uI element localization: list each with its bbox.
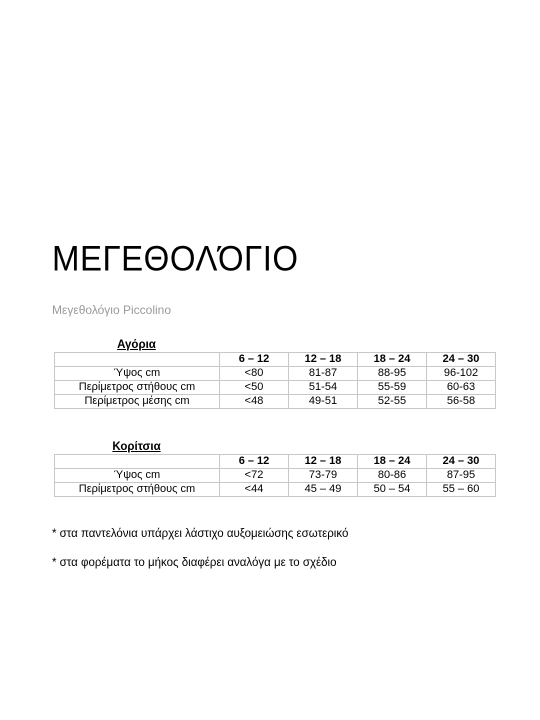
- table-cell: 51-54: [289, 381, 358, 395]
- boys-size-table: [54, 352, 496, 409]
- column-header: 24 – 30: [427, 353, 496, 367]
- table-cell: <72: [220, 469, 289, 483]
- note-dress-length: * στα φορέματα το μήκος διαφέρει αναλόγα με το σχέδιο: [52, 557, 337, 569]
- row-label: Ύψος cm: [55, 367, 220, 381]
- page-subtitle: Μεγεθολόγιο Piccolino: [52, 303, 172, 317]
- table-cell: 56-58: [427, 395, 496, 409]
- column-header: 18 – 24: [358, 455, 427, 469]
- column-header: 12 – 18: [289, 353, 358, 367]
- table-cell: 55 – 60: [427, 483, 496, 497]
- table-cell: 87-95: [427, 469, 496, 483]
- table-row: [55, 469, 496, 483]
- table-cell: 88-95: [358, 367, 427, 381]
- table-header-row: [55, 455, 496, 469]
- header-empty-cell: [55, 353, 220, 367]
- table-cell: 45 – 49: [289, 483, 358, 497]
- table-cell: 50 – 54: [358, 483, 427, 497]
- row-label: Ύψος cm: [55, 469, 220, 483]
- table-cell: <80: [220, 367, 289, 381]
- header-empty-cell: [55, 455, 220, 469]
- table-header-row: [55, 353, 496, 367]
- table-cell: 49-51: [289, 395, 358, 409]
- girls-heading: Κορίτσια: [112, 441, 161, 453]
- row-label: Περίμετρος στήθους cm: [55, 483, 220, 497]
- column-header: 12 – 18: [289, 455, 358, 469]
- table-row: [55, 395, 496, 409]
- column-header: 24 – 30: [427, 455, 496, 469]
- table-cell: <44: [220, 483, 289, 497]
- table-cell: 52-55: [358, 395, 427, 409]
- row-label: Περίμετρος στήθους cm: [55, 381, 220, 395]
- table-cell: 55-59: [358, 381, 427, 395]
- column-header: 18 – 24: [358, 353, 427, 367]
- girls-size-table: [54, 454, 496, 497]
- column-header: 6 – 12: [220, 455, 289, 469]
- note-elastic: * στα παντελόνια υπάρχει λάστιχο αυξομειώσης εσωτερικό: [52, 528, 349, 540]
- table-cell: <48: [220, 395, 289, 409]
- table-cell: 81-87: [289, 367, 358, 381]
- table-row: [55, 483, 496, 497]
- column-header: 6 – 12: [220, 353, 289, 367]
- table-row: [55, 367, 496, 381]
- boys-size-section: [54, 339, 496, 409]
- girls-size-section: [54, 441, 496, 497]
- table-cell: <50: [220, 381, 289, 395]
- table-cell: 60-63: [427, 381, 496, 395]
- boys-heading: Αγόρια: [117, 339, 156, 351]
- table-cell: 80-86: [358, 469, 427, 483]
- row-label: Περίμετρος μέσης cm: [55, 395, 220, 409]
- table-cell: 96-102: [427, 367, 496, 381]
- table-cell: 73-79: [289, 469, 358, 483]
- page-title: ΜΕΓΕΘΟΛΌΓΙΟ: [52, 238, 299, 278]
- table-row: [55, 381, 496, 395]
